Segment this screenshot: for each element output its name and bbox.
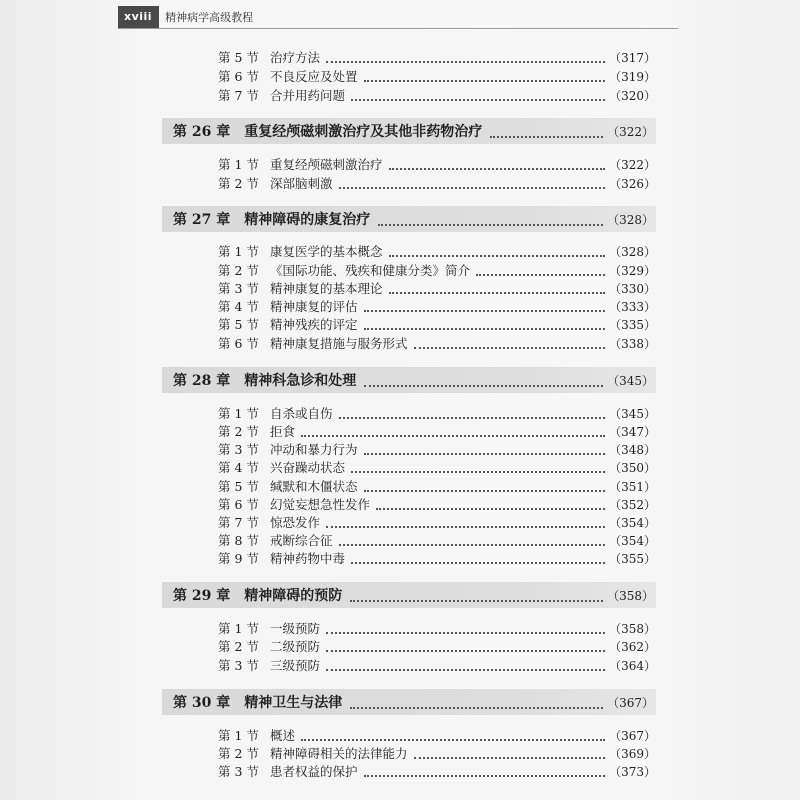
section-title: 概述 xyxy=(270,728,296,743)
toc-section-row[interactable] xyxy=(218,48,656,66)
chapter-page: （358） xyxy=(607,588,654,603)
toc-chapter-row[interactable] xyxy=(162,367,656,393)
section-page: （364） xyxy=(609,658,656,673)
toc-section-row[interactable] xyxy=(218,440,656,458)
section-title: 精神康复措施与服务形式 xyxy=(270,336,408,351)
toc-section-row[interactable] xyxy=(218,422,656,440)
toc-section-row[interactable] xyxy=(218,155,656,173)
toc-section-row[interactable] xyxy=(218,67,656,85)
section-number: 第 6 节 xyxy=(218,69,259,84)
section-page: （351） xyxy=(609,479,656,494)
leader-dots xyxy=(326,649,605,652)
leader-dots xyxy=(351,98,605,101)
section-page: （354） xyxy=(609,533,656,548)
leader-dots xyxy=(414,346,606,349)
leader-dots xyxy=(389,167,606,170)
section-number: 第 1 节 xyxy=(218,157,259,172)
section-title: 幻觉妄想急性发作 xyxy=(270,497,371,512)
leader-dots xyxy=(364,452,606,455)
chapter-title: 精神科急诊和处理 xyxy=(244,373,357,389)
toc-section-row[interactable] xyxy=(218,458,656,476)
section-number: 第 1 节 xyxy=(218,728,259,743)
section-title: 精神康复的基本理论 xyxy=(270,281,383,296)
section-number: 第 2 节 xyxy=(218,176,259,191)
section-title: 精神障碍相关的法律能力 xyxy=(270,746,408,761)
chapter-number: 第 29 章 xyxy=(173,588,231,604)
section-page: （355） xyxy=(609,551,656,566)
section-title: 深部脑刺激 xyxy=(270,176,333,191)
toc-chapter-row[interactable] xyxy=(162,206,656,232)
section-number: 第 5 节 xyxy=(218,479,259,494)
toc-chapter-row[interactable] xyxy=(162,689,656,715)
leader-dots xyxy=(389,254,606,257)
header-rule xyxy=(118,28,678,29)
section-number: 第 7 节 xyxy=(218,515,259,530)
section-page: （320） xyxy=(609,88,656,103)
section-title: 不良反应及处置 xyxy=(270,69,358,84)
leader-dots xyxy=(364,309,606,312)
toc-chapter-row[interactable] xyxy=(162,582,656,608)
section-page: （333） xyxy=(609,299,656,314)
leader-dots xyxy=(414,756,606,759)
section-number: 第 3 节 xyxy=(218,442,259,457)
section-title: 精神药物中毒 xyxy=(270,551,346,566)
section-title: 三级预防 xyxy=(270,658,321,673)
section-page: （352） xyxy=(609,497,656,512)
section-number: 第 2 节 xyxy=(218,424,259,439)
section-page: （345） xyxy=(609,406,656,421)
section-number: 第 4 节 xyxy=(218,460,259,475)
section-number: 第 1 节 xyxy=(218,406,259,421)
section-number: 第 4 节 xyxy=(218,299,259,314)
toc-section-row[interactable] xyxy=(218,495,656,513)
leader-dots xyxy=(351,561,605,564)
toc-section-row[interactable] xyxy=(218,261,656,279)
leader-dots xyxy=(389,291,606,294)
toc-section-row[interactable] xyxy=(218,86,656,104)
chapter-title: 精神障碍的预防 xyxy=(244,588,343,604)
page-header xyxy=(118,6,253,28)
chapter-title: 精神障碍的康复治疗 xyxy=(244,212,371,228)
section-number: 第 6 节 xyxy=(218,497,259,512)
leader-dots xyxy=(350,599,603,602)
toc-section-row[interactable] xyxy=(218,656,656,674)
section-page: （330） xyxy=(609,281,656,296)
leader-dots xyxy=(326,60,605,63)
section-page: （362） xyxy=(609,639,656,654)
leader-dots xyxy=(339,543,606,546)
section-page: （326） xyxy=(609,176,656,191)
section-page: （348） xyxy=(609,442,656,457)
section-title: 一级预防 xyxy=(270,621,321,636)
leader-dots xyxy=(378,223,603,226)
book-title: 精神病学高级教程 xyxy=(165,11,254,24)
section-number: 第 1 节 xyxy=(218,244,259,259)
section-number: 第 2 节 xyxy=(218,263,259,278)
leader-dots xyxy=(376,507,605,510)
section-number: 第 3 节 xyxy=(218,281,259,296)
leader-dots xyxy=(326,631,605,634)
leader-dots xyxy=(339,186,606,189)
chapter-page: （328） xyxy=(607,212,654,227)
leader-dots xyxy=(364,384,603,387)
chapter-title: 重复经颅磁刺激治疗及其他非药物治疗 xyxy=(244,124,483,140)
section-title: 冲动和暴力行为 xyxy=(270,442,358,457)
section-title: 惊恐发作 xyxy=(270,515,321,530)
section-title: 自杀或自伤 xyxy=(270,406,333,421)
section-page: （328） xyxy=(609,244,656,259)
leader-dots xyxy=(351,470,605,473)
section-number: 第 8 节 xyxy=(218,533,259,548)
toc-section-row[interactable] xyxy=(218,549,656,567)
leader-dots xyxy=(364,327,606,330)
section-title: 患者权益的保护 xyxy=(270,764,358,779)
leader-dots xyxy=(490,135,603,138)
chapter-page: （367） xyxy=(607,695,654,710)
toc-chapter-row[interactable] xyxy=(162,118,656,144)
chapter-title: 精神卫生与法律 xyxy=(244,695,343,711)
section-number: 第 2 节 xyxy=(218,639,259,654)
toc-section-row[interactable] xyxy=(218,242,656,260)
toc-section-row[interactable] xyxy=(218,726,656,744)
section-number: 第 3 节 xyxy=(218,658,259,673)
section-number: 第 7 节 xyxy=(218,88,259,103)
section-page: （335） xyxy=(609,317,656,332)
leader-dots xyxy=(326,668,605,671)
section-number: 第 9 节 xyxy=(218,551,259,566)
leader-dots xyxy=(326,525,605,528)
section-title: 康复医学的基本概念 xyxy=(270,244,383,259)
chapter-page: （322） xyxy=(607,124,654,139)
section-title: 精神康复的评估 xyxy=(270,299,358,314)
section-title: 《国际功能、残疾和健康分类》简介 xyxy=(270,263,471,278)
leader-dots xyxy=(301,738,605,741)
toc-section-row[interactable] xyxy=(218,637,656,655)
leader-dots xyxy=(350,706,603,709)
chapter-number: 第 30 章 xyxy=(173,695,231,711)
page-number-label: xviii xyxy=(118,6,159,28)
section-page: （367） xyxy=(609,728,656,743)
leader-dots xyxy=(301,434,605,437)
section-title: 二级预防 xyxy=(270,639,321,654)
leader-dots xyxy=(364,489,606,492)
toc-section-row[interactable] xyxy=(218,279,656,297)
section-number: 第 5 节 xyxy=(218,50,259,65)
toc-section-row[interactable] xyxy=(218,513,656,531)
section-page: （319） xyxy=(609,69,656,84)
toc-section-row[interactable] xyxy=(218,619,656,637)
chapter-number: 第 26 章 xyxy=(173,124,231,140)
section-page: （350） xyxy=(609,460,656,475)
toc-section-row[interactable] xyxy=(218,744,656,762)
section-number: 第 5 节 xyxy=(218,317,259,332)
section-page: （317） xyxy=(609,50,656,65)
section-title: 合并用药问题 xyxy=(270,88,346,103)
toc-section-row[interactable] xyxy=(218,531,656,549)
toc-section-row[interactable] xyxy=(218,477,656,495)
section-page: （369） xyxy=(609,746,656,761)
section-number: 第 1 节 xyxy=(218,621,259,636)
section-title: 兴奋躁动状态 xyxy=(270,460,346,475)
chapter-number: 第 27 章 xyxy=(173,212,231,228)
toc-section-row[interactable] xyxy=(218,404,656,422)
chapter-number: 第 28 章 xyxy=(173,373,231,389)
toc-section-row[interactable] xyxy=(218,174,656,192)
toc-section-row[interactable] xyxy=(218,334,656,352)
section-title: 治疗方法 xyxy=(270,50,321,65)
section-title: 缄默和木僵状态 xyxy=(270,479,358,494)
section-title: 重复经颅磁刺激治疗 xyxy=(270,157,383,172)
section-page: （329） xyxy=(609,263,656,278)
section-page: （354） xyxy=(609,515,656,530)
toc-section-row[interactable] xyxy=(218,762,656,780)
section-title: 戒断综合征 xyxy=(270,533,333,548)
chapter-page: （345） xyxy=(607,373,654,388)
leader-dots xyxy=(339,416,606,419)
leader-dots xyxy=(364,79,606,82)
section-number: 第 6 节 xyxy=(218,336,259,351)
section-number: 第 3 节 xyxy=(218,764,259,779)
section-number: 第 2 节 xyxy=(218,746,259,761)
section-page: （322） xyxy=(609,157,656,172)
section-page: （338） xyxy=(609,336,656,351)
section-page: （358） xyxy=(609,621,656,636)
leader-dots xyxy=(364,774,606,777)
section-title: 拒食 xyxy=(270,424,296,439)
toc-section-row[interactable] xyxy=(218,315,656,333)
section-page: （373） xyxy=(609,764,656,779)
toc-section-row[interactable] xyxy=(218,297,656,315)
leader-dots xyxy=(476,273,605,276)
section-title: 精神残疾的评定 xyxy=(270,317,358,332)
section-page: （347） xyxy=(609,424,656,439)
